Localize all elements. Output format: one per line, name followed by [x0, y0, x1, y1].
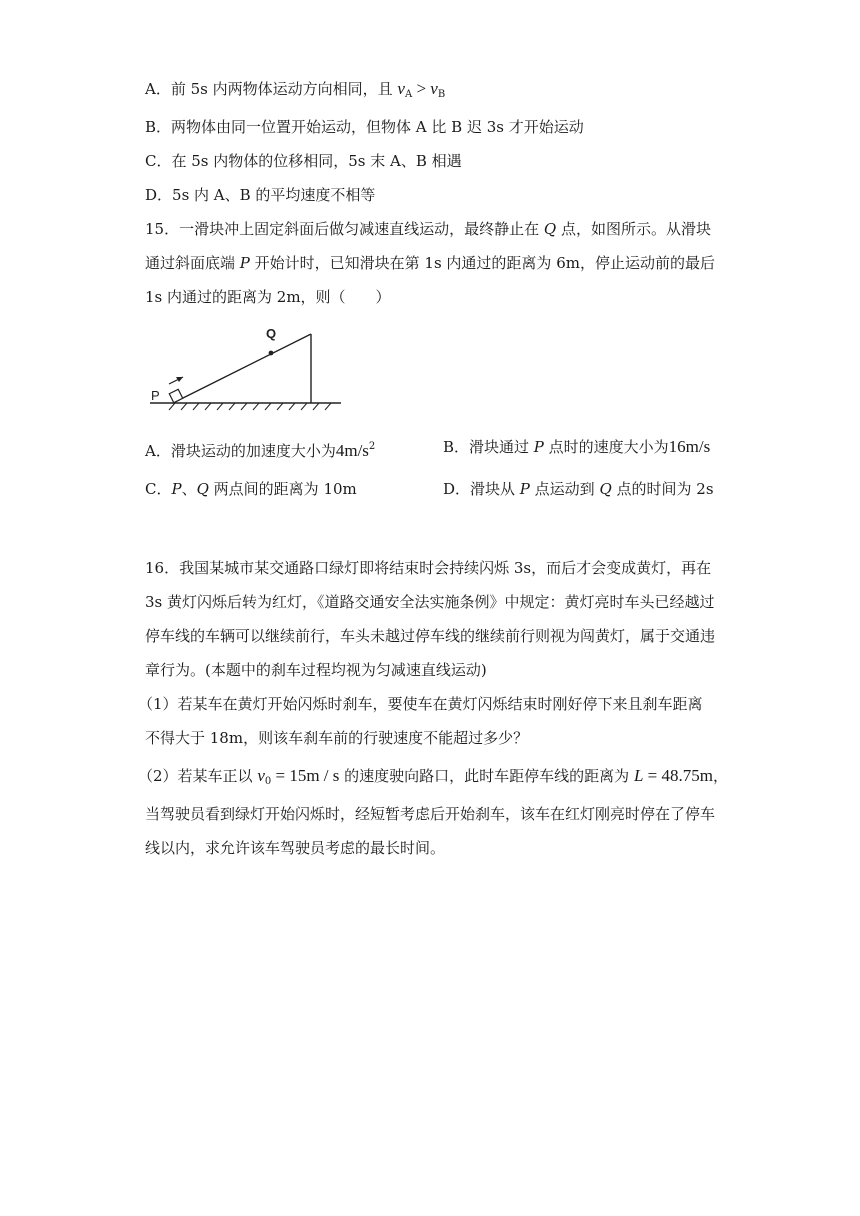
label-q: Q [266, 326, 277, 341]
q15-stem-line1: 15．一滑块冲上固定斜面后做匀减速直线运动，最终静止在 Q 点，如图所示。从滑块 [145, 220, 711, 238]
q15-option-c: C．P、Q 两点间的距离为 10m [145, 480, 357, 498]
incline-surface [173, 334, 311, 403]
q14-option-b: B．两物体由同一位置开始运动，但物体 A 比 B 迟 3s 才开始运动 [145, 118, 584, 136]
slider-block [169, 389, 182, 402]
q16-part2-line3: 线以内，求允许该车驾驶员考虑的最长时间。 [145, 839, 446, 857]
q16-stem-line1: 16．我国某城市某交通路口绿灯即将结束时会持续闪烁 3s，而后才会变成黄灯，再在 [145, 559, 712, 577]
q16-part2-line2: 当驾驶员看到绿灯开始闪烁时，经短暂考虑后开始刹车，该车在红灯刚亮时停在了停车 [145, 805, 716, 823]
label-p: P [151, 388, 160, 403]
q15-stem-line2: 通过斜面底端 P 开始计时，已知滑块在第 1s 内通过的距离为 6m，停止运动前的最后 [145, 254, 715, 272]
q14-option-c: C．在 5s 内物体的位移相同，5s 末 A、B 相遇 [145, 152, 462, 170]
ground-hatching [169, 403, 331, 410]
q16-part1-line2: 不得大于 18m，则该车刹车前的行驶速度不能超过多少？ [145, 729, 529, 747]
q15-option-a: A．滑块运动的加速度大小为$4m/s^2$ [145, 441, 376, 460]
q16-stem-line2: 3s 黄灯闪烁后转为红灯，《道路交通安全法实施条例》中规定：黄灯亮时车头已经越过 [145, 593, 715, 611]
q14-option-a: A．前 5s 内两物体运动方向相同，且 $v_A > v_B$ [145, 79, 446, 100]
q15-stem-line3: 1s 内通过的距离为 2m，则（ ） [145, 288, 391, 306]
incline-figure [145, 322, 345, 414]
q16-part2-line1: （2）若某车正以 $v_0 = 15m / s$ 的速度驶向路口，此时车距停车线的距离为 L = 48.75m， [138, 766, 728, 787]
q16-stem-line4: 章行为。(本题中的刹车过程均视为匀减速直线运动) [145, 661, 487, 679]
point-q-dot [269, 351, 274, 356]
q14-option-d: D．5s 内 A、B 的平均速度不相等 [145, 186, 376, 204]
q16-part1-line1: （1）若某车在黄灯开始闪烁时刹车，要使车在黄灯闪烁结束时刚好停下来且刹车距离 [138, 695, 703, 713]
q16-stem-line3: 停车线的车辆可以继续前行，车头未越过停车线的继续前行则视为闯黄灯，属于交通违 [145, 627, 716, 645]
q15-option-b: B．滑块通过 P 点时的速度大小为16m/s [443, 437, 711, 456]
q15-option-d: D．滑块从 P 点运动到 Q 点的时间为 2s [443, 480, 714, 498]
